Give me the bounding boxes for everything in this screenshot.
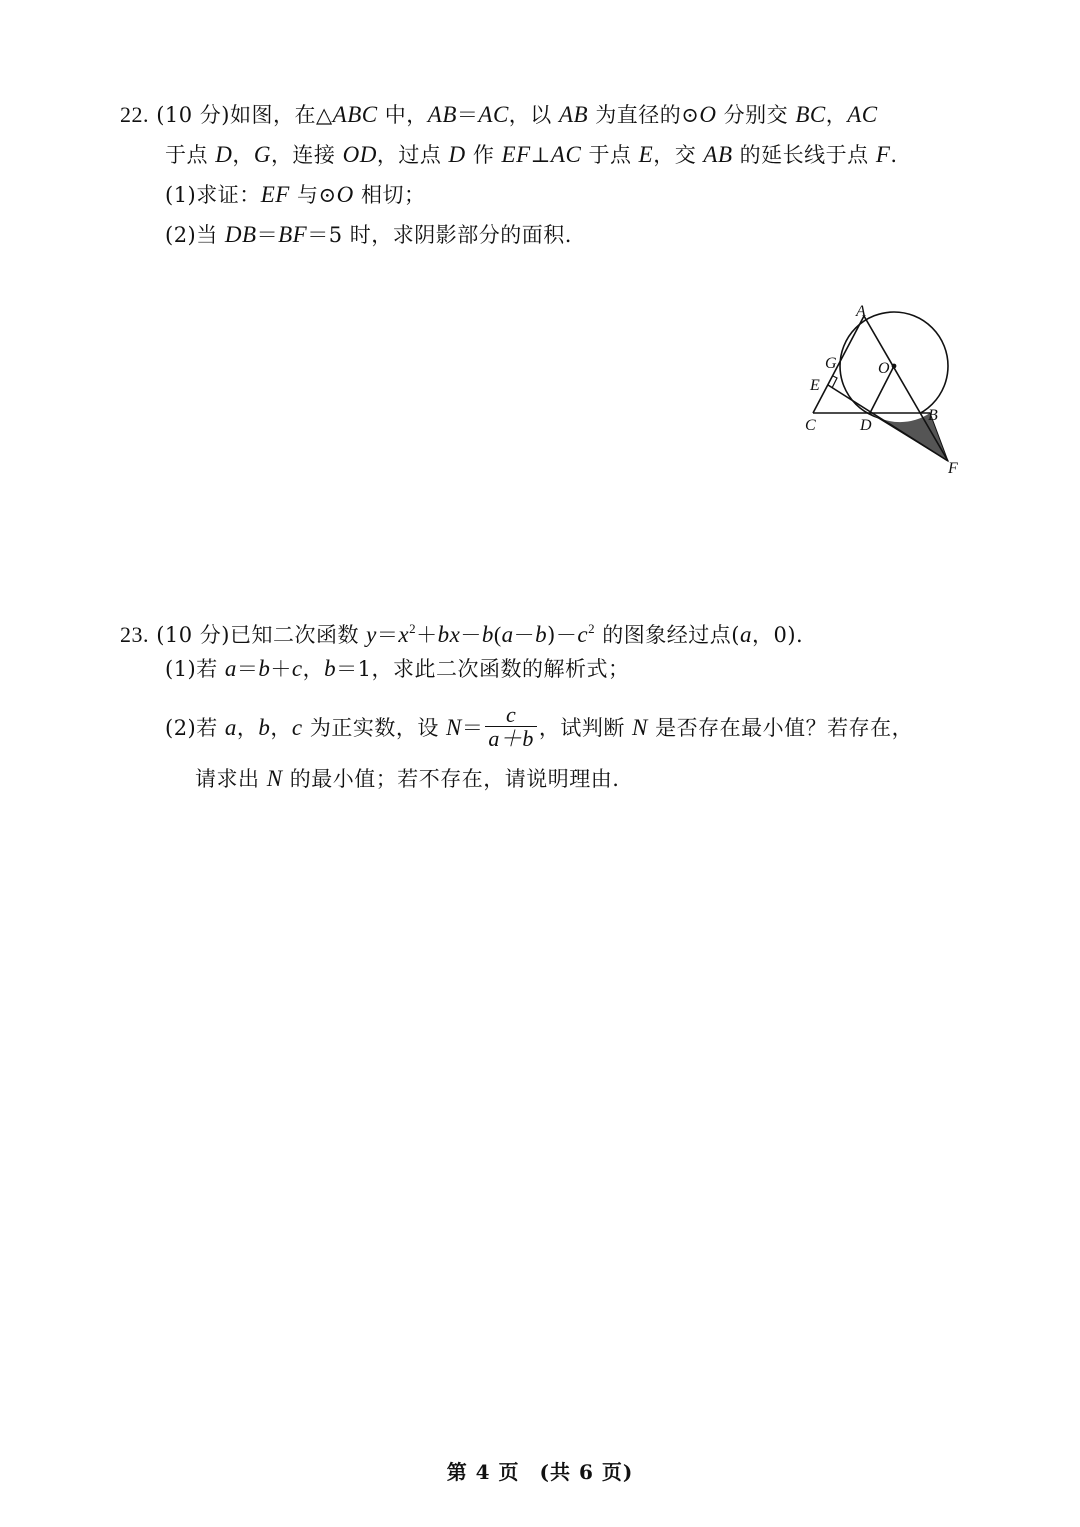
text: (2)当 bbox=[165, 223, 225, 247]
math: a bbox=[224, 715, 237, 740]
text: ， bbox=[825, 103, 848, 127]
text: . bbox=[890, 143, 898, 167]
text: － bbox=[460, 623, 482, 647]
text: 已知二次函数 bbox=[229, 623, 367, 647]
problem-22-line-2 bbox=[165, 140, 898, 170]
text: 作 bbox=[465, 143, 502, 167]
text: ＝ bbox=[456, 103, 479, 127]
label-e: E bbox=[810, 377, 820, 394]
problem-23-number: 23. bbox=[120, 622, 149, 647]
text: ，试判断 bbox=[538, 716, 633, 740]
fraction-numerator: c bbox=[505, 702, 517, 727]
math: DB bbox=[224, 222, 257, 247]
problem-23-part-2 bbox=[165, 702, 914, 751]
text: － bbox=[513, 623, 536, 647]
math: OD bbox=[342, 142, 377, 167]
problem-23-part-2-continued bbox=[195, 764, 619, 794]
math: N bbox=[632, 715, 648, 740]
label-a: A bbox=[856, 303, 866, 320]
fraction-denominator: a＋b bbox=[485, 726, 537, 751]
math: G bbox=[253, 142, 271, 167]
text: ＝ bbox=[256, 223, 279, 247]
math: D bbox=[215, 142, 233, 167]
math: b bbox=[535, 622, 548, 647]
math: y bbox=[366, 622, 377, 647]
math: N bbox=[266, 766, 283, 791]
math: AC bbox=[478, 102, 509, 127]
text: ⊥ bbox=[530, 143, 551, 167]
text: ＋ bbox=[416, 623, 438, 647]
text: 请求出 bbox=[195, 767, 267, 791]
math: c bbox=[577, 622, 589, 647]
text: 为直径的⊙ bbox=[588, 103, 700, 127]
exponent: 2 bbox=[588, 621, 596, 636]
math: ABC bbox=[332, 102, 378, 127]
text: 的延长线于点 bbox=[732, 143, 876, 167]
math: bx bbox=[437, 622, 461, 647]
text: 分别交 bbox=[716, 103, 796, 127]
math: AC bbox=[847, 102, 878, 127]
math: a bbox=[224, 656, 237, 681]
problem-23-part-1 bbox=[165, 654, 630, 684]
math: AC bbox=[550, 142, 582, 167]
text: ，以 bbox=[508, 103, 559, 127]
math: BF bbox=[278, 222, 308, 247]
exponent: 2 bbox=[409, 621, 417, 636]
page-footer bbox=[0, 1456, 1080, 1485]
math: N bbox=[446, 715, 462, 740]
math: E bbox=[638, 142, 654, 167]
text: 于点 bbox=[581, 143, 639, 167]
text: 于点 bbox=[165, 143, 216, 167]
math: a bbox=[739, 622, 752, 647]
text: ＝ bbox=[236, 657, 259, 681]
segment-ac bbox=[813, 316, 864, 413]
text: 的图象经过点( bbox=[595, 623, 740, 647]
text: 是否存在最小值？若存在， bbox=[647, 716, 914, 740]
math: EF bbox=[501, 142, 531, 167]
math: AB bbox=[703, 142, 733, 167]
center-point bbox=[892, 364, 897, 369]
text: ＋ bbox=[270, 657, 292, 681]
text: ， bbox=[232, 143, 254, 167]
text: ＝1，求此二次函数的解析式； bbox=[336, 657, 630, 681]
label-f: F bbox=[948, 460, 958, 477]
math: EF bbox=[260, 182, 290, 207]
text: (2)若 bbox=[165, 716, 225, 740]
text: )－ bbox=[547, 623, 578, 647]
problem-22-part-1 bbox=[165, 180, 425, 210]
text: ， bbox=[302, 657, 325, 681]
math: b bbox=[258, 656, 271, 681]
text: ，过点 bbox=[376, 143, 449, 167]
geometry-figure bbox=[790, 296, 980, 486]
text: 为正实数，设 bbox=[302, 716, 446, 740]
text: (1)求证： bbox=[165, 183, 261, 207]
math: O bbox=[336, 182, 354, 207]
problem-22-score: (10 分) bbox=[156, 103, 230, 127]
text: ，交 bbox=[653, 143, 704, 167]
problem-22-line-1 bbox=[120, 100, 878, 130]
right-angle-mark bbox=[832, 376, 837, 388]
problem-22-part-2 bbox=[165, 220, 572, 250]
fraction bbox=[485, 704, 537, 751]
text: ＝ bbox=[461, 716, 484, 740]
page-number: 第 4 页 bbox=[446, 1460, 520, 1484]
math: a bbox=[501, 622, 514, 647]
math: b bbox=[481, 622, 494, 647]
math: c bbox=[291, 656, 303, 681]
math: BC bbox=[795, 102, 826, 127]
math: AB bbox=[558, 102, 589, 127]
math: D bbox=[448, 142, 466, 167]
text: ( bbox=[493, 622, 502, 647]
math: AB bbox=[427, 102, 457, 127]
page-total: (共 6 页) bbox=[539, 1460, 634, 1484]
text: 相切； bbox=[353, 183, 426, 207]
math: x bbox=[398, 622, 410, 647]
math: b bbox=[258, 715, 271, 740]
problem-22-number: 22. bbox=[120, 102, 149, 127]
text: ， bbox=[236, 716, 259, 740]
problem-23-score: (10 分) bbox=[156, 623, 230, 647]
text: ，连接 bbox=[270, 143, 343, 167]
text: (1)若 bbox=[165, 657, 225, 681]
text: 的最小值；若不存在，请说明理由. bbox=[282, 767, 620, 791]
text: 中， bbox=[377, 103, 428, 127]
label-o: O bbox=[878, 360, 890, 377]
text: ，0). bbox=[751, 623, 804, 647]
text: ＝ bbox=[376, 623, 399, 647]
text: ＝5 时，求阴影部分的面积. bbox=[307, 223, 572, 247]
label-c: C bbox=[805, 417, 816, 434]
label-d: D bbox=[860, 417, 872, 434]
math: b bbox=[324, 656, 337, 681]
text: ， bbox=[270, 716, 292, 740]
segment-af bbox=[864, 316, 948, 461]
text: 如图，在△ bbox=[229, 103, 333, 127]
label-b: B bbox=[928, 407, 938, 424]
label-g: G bbox=[825, 355, 837, 372]
math: F bbox=[875, 142, 891, 167]
math: c bbox=[291, 715, 303, 740]
math: O bbox=[699, 102, 717, 127]
text: 与⊙ bbox=[289, 183, 337, 207]
problem-23-line-1 bbox=[120, 614, 804, 647]
